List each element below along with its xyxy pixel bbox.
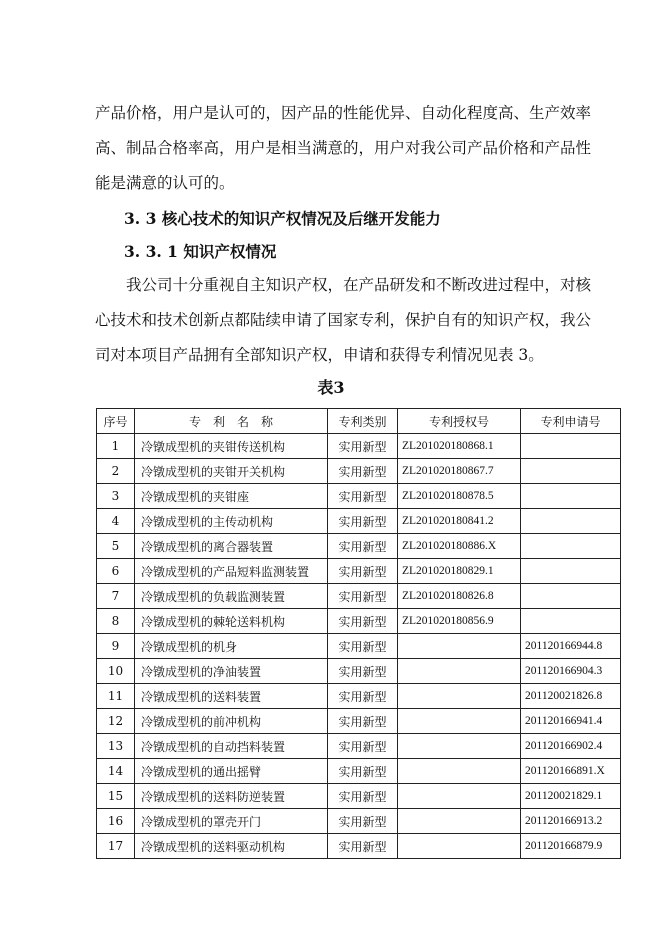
cell-type: 实用新型	[328, 784, 398, 809]
body-paragraph	[95, 268, 615, 373]
cell-application: 201120166913.2	[521, 809, 621, 834]
cell-application: 201120166891.X	[521, 759, 621, 784]
body-line: 司对本项目产品拥有全部知识产权，申请和获得专利情况见表 3。	[95, 346, 544, 364]
table-row	[97, 834, 621, 859]
cell-application	[521, 459, 621, 484]
cell-name: 冷镦成型机的产品短料监测装置	[135, 559, 328, 584]
cell-application: 201120166879.9	[521, 834, 621, 859]
cell-application: 201120166902.4	[521, 734, 621, 759]
cell-name: 冷镦成型机的夹钳传送机构	[135, 434, 328, 459]
cell-application	[521, 434, 621, 459]
cell-type: 实用新型	[328, 684, 398, 709]
cell-grant	[398, 784, 521, 809]
table-row	[97, 459, 621, 484]
cell-grant: ZL201020180867.7	[398, 459, 521, 484]
cell-name: 冷镦成型机的送料驱动机构	[135, 834, 328, 859]
cell-type: 实用新型	[328, 584, 398, 609]
cell-grant: ZL201020180856.9	[398, 609, 521, 634]
cell-no: 14	[97, 759, 135, 784]
section-heading: 3. 3 核心技术的知识产权情况及后继开发能力	[124, 209, 441, 228]
cell-grant: ZL201020180829.1	[398, 559, 521, 584]
table-row	[97, 559, 621, 584]
cell-no: 5	[97, 534, 135, 559]
cell-type: 实用新型	[328, 734, 398, 759]
cell-application	[521, 609, 621, 634]
table-row	[97, 634, 621, 659]
table-row	[97, 809, 621, 834]
cell-no: 8	[97, 609, 135, 634]
body-line: 心技术和技术创新点都陆续申请了国家专利，保护自有的知识产权，我公	[95, 311, 592, 329]
table-row	[97, 684, 621, 709]
header-no: 序号	[97, 409, 135, 434]
cell-application	[521, 534, 621, 559]
cell-grant	[398, 634, 521, 659]
cell-application: 201120021826.8	[521, 684, 621, 709]
cell-no: 13	[97, 734, 135, 759]
cell-application	[521, 559, 621, 584]
cell-grant	[398, 684, 521, 709]
cell-type: 实用新型	[328, 509, 398, 534]
cell-no: 7	[97, 584, 135, 609]
cell-application	[521, 584, 621, 609]
body-line: 我公司十分重视自主知识产权，在产品研发和不断改进过程中，对核	[126, 276, 592, 294]
intro-line: 能是满意的认可的。	[95, 174, 235, 192]
cell-no: 1	[97, 434, 135, 459]
cell-name: 冷镦成型机的负载监测装置	[135, 584, 328, 609]
cell-grant: ZL201020180868.1	[398, 434, 521, 459]
subsection-heading: 3. 3. 1 知识产权情况	[124, 242, 277, 261]
cell-type: 实用新型	[328, 659, 398, 684]
table-row	[97, 584, 621, 609]
cell-no: 6	[97, 559, 135, 584]
cell-type: 实用新型	[328, 434, 398, 459]
table-row	[97, 659, 621, 684]
cell-name: 冷镦成型机的夹钳座	[135, 484, 328, 509]
cell-grant	[398, 709, 521, 734]
cell-type: 实用新型	[328, 559, 398, 584]
cell-no: 15	[97, 784, 135, 809]
header-name: 专 利 名 称	[135, 409, 328, 434]
table-row	[97, 609, 621, 634]
cell-type: 实用新型	[328, 459, 398, 484]
cell-no: 3	[97, 484, 135, 509]
cell-no: 2	[97, 459, 135, 484]
cell-name: 冷镦成型机的主传动机构	[135, 509, 328, 534]
cell-name: 冷镦成型机的罩壳开门	[135, 809, 328, 834]
cell-grant: ZL201020180886.X	[398, 534, 521, 559]
cell-no: 4	[97, 509, 135, 534]
cell-type: 实用新型	[328, 634, 398, 659]
cell-type: 实用新型	[328, 534, 398, 559]
cell-application	[521, 484, 621, 509]
cell-grant	[398, 759, 521, 784]
cell-no: 11	[97, 684, 135, 709]
table-row	[97, 709, 621, 734]
cell-grant	[398, 659, 521, 684]
cell-application: 201120021829.1	[521, 784, 621, 809]
cell-name: 冷镦成型机的自动挡料装置	[135, 734, 328, 759]
cell-grant: ZL201020180826.8	[398, 584, 521, 609]
cell-grant	[398, 834, 521, 859]
cell-no: 12	[97, 709, 135, 734]
table-row	[97, 534, 621, 559]
cell-no: 17	[97, 834, 135, 859]
header-grant: 专利授权号	[398, 409, 521, 434]
cell-grant: ZL201020180878.5	[398, 484, 521, 509]
table-row	[97, 484, 621, 509]
table-row	[97, 784, 621, 809]
cell-type: 实用新型	[328, 834, 398, 859]
header-application: 专利申请号	[521, 409, 621, 434]
intro-line: 产品价格，用户是认可的，因产品的性能优异、自动化程度高、生产效率	[95, 104, 592, 122]
cell-name: 冷镦成型机的通出摇臂	[135, 759, 328, 784]
cell-no: 9	[97, 634, 135, 659]
cell-no: 16	[97, 809, 135, 834]
cell-type: 实用新型	[328, 609, 398, 634]
cell-name: 冷镦成型机的送料装置	[135, 684, 328, 709]
cell-name: 冷镦成型机的夹钳开关机构	[135, 459, 328, 484]
cell-type: 实用新型	[328, 484, 398, 509]
cell-grant: ZL201020180841.2	[398, 509, 521, 534]
cell-no: 10	[97, 659, 135, 684]
cell-type: 实用新型	[328, 809, 398, 834]
patent-table	[96, 408, 621, 859]
table-row	[97, 434, 621, 459]
cell-application: 201120166941.4	[521, 709, 621, 734]
cell-name: 冷镦成型机的棘轮送料机构	[135, 609, 328, 634]
cell-type: 实用新型	[328, 709, 398, 734]
table-row	[97, 509, 621, 534]
intro-paragraph	[95, 96, 615, 201]
cell-application: 201120166904.3	[521, 659, 621, 684]
table-title: 表3	[317, 378, 345, 397]
cell-type: 实用新型	[328, 759, 398, 784]
cell-name: 冷镦成型机的离合器装置	[135, 534, 328, 559]
cell-application	[521, 509, 621, 534]
table-row	[97, 734, 621, 759]
header-type: 专利类别	[328, 409, 398, 434]
cell-name: 冷镦成型机的净油装置	[135, 659, 328, 684]
table-header-row	[97, 409, 621, 434]
cell-grant	[398, 734, 521, 759]
cell-application: 201120166944.8	[521, 634, 621, 659]
cell-grant	[398, 809, 521, 834]
cell-name: 冷镦成型机的送料防逆装置	[135, 784, 328, 809]
cell-name: 冷镦成型机的前冲机构	[135, 709, 328, 734]
intro-line: 高、制品合格率高，用户是相当满意的，用户对我公司产品价格和产品性	[95, 139, 592, 157]
table-row	[97, 759, 621, 784]
cell-name: 冷镦成型机的机身	[135, 634, 328, 659]
